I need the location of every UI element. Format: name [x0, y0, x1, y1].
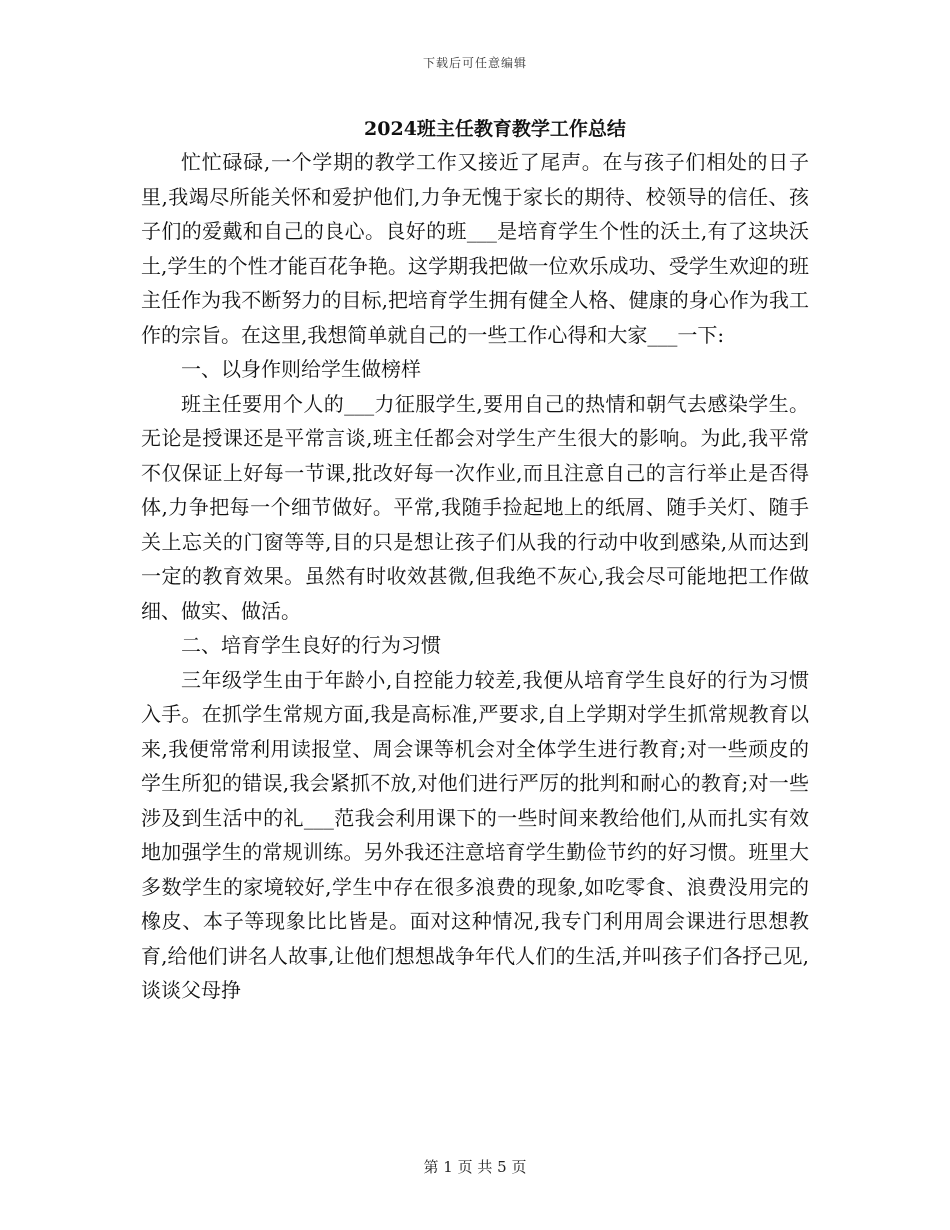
paragraph-section-1: 班主任要用个人的___力征服学生,要用自己的热情和朝气去感染学生。无论是授课还是平常言谈,班主任都会对学生产生很大的影响。为此,我平常不仅保证上好每一节课,批改好每一次作业,而且注意自己的言行举止是否得体,力争把每一个细节做好。平常,我随手捡起地上的纸屑、随手关灯、随手关上忘关的门窗等等,目的只是想让孩子们从我的行动中收到感染,从而达到一定的教育效果。虽然有时收效甚微,但我绝不灰心,我会尽可能地把工作做细、做实、做活。 [141, 391, 809, 623]
paragraph-intro: 忙忙碌碌,一个学期的教学工作又接近了尾声。在与孩子们相处的日子里,我竭尽所能关怀和爱护他们,力争无愧于家长的期待、校领导的信任、孩子们的爱戴和自己的良心。良好的班___是培育学生个性的沃土,有了这块沃土,学生的个性才能百花争艳。这学期我把做一位欢乐成功、受学生欢迎的班主任作为我不断努力的目标,把培育学生拥有健全人格、健康的身心作为我工作的宗旨。在这里,我想简单就自己的一些工作心得和大家___一下: [141, 150, 809, 347]
page-number-footer: 第 1 页 共 5 页 [423, 1158, 527, 1176]
section-heading-2: 二、培育学生良好的行为习惯 [181, 633, 441, 657]
paragraph-section-2: 三年级学生由于年龄小,自控能力较差,我便从培育学生良好的行为习惯入手。在抓学生常规方面,我是高标准,严要求,自上学期对学生抓常规教育以来,我便常常利用读报堂、周会课等机会对全体学生进行教育;对一些顽皮的学生所犯的错误,我会紧抓不放,对他们进行严厉的批判和耐心的教育;对一些涉及到生活中的礼___范我会利用课下的一些时间来教给他们,从而扎实有效地加强学生的常规训练。另外我还注意培育学生勤俭节约的好习惯。班里大多数学生的家境较好,学生中存在很多浪费的现象,如吃零食、浪费没用完的橡皮、本子等现象比比皆是。面对这种情况,我专门利用周会课进行思想教育,给他们讲名人故事,让他们想想战争年代人们的生活,并叫孩子们各抒己见,谈谈父母挣 [141, 667, 809, 1002]
section-heading-1: 一、以身作则给学生做榜样 [181, 357, 421, 381]
header-note: 下载后可任意编辑 [422, 56, 527, 70]
page-title: 2024班主任教育教学工作总结 [364, 118, 626, 140]
document-body [141, 145, 809, 1008]
